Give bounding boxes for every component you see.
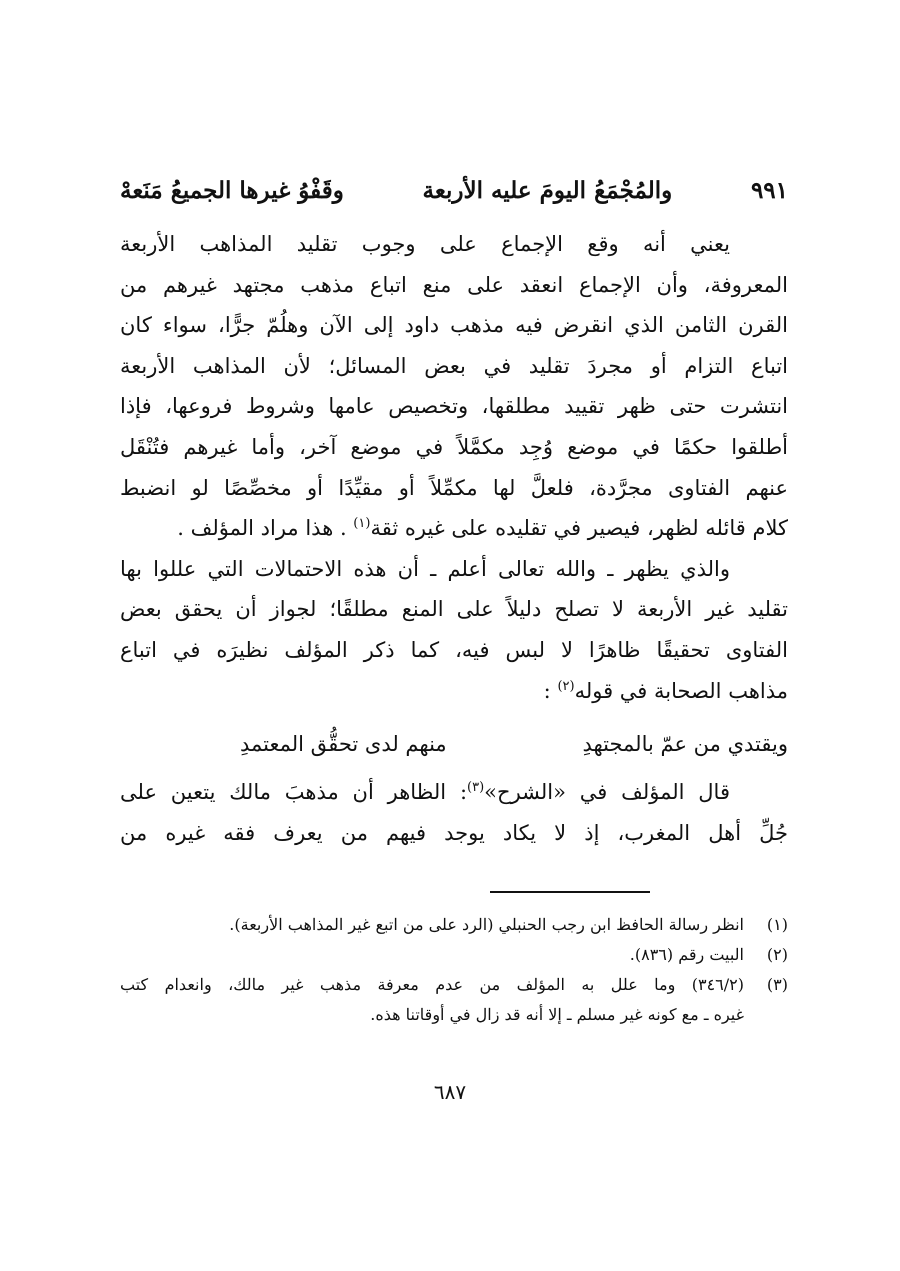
footnote-ref-2[interactable]: (٢) — [557, 678, 575, 694]
text-line: انتشرت حتى ظهر تقييد مطلقها، وتخصيص عامها وشروط فروعها، فإذا — [120, 394, 788, 419]
footnote-text: البيت رقم (٨٣٦). — [629, 945, 744, 964]
page-number: ٦٨٧ — [433, 1080, 467, 1104]
text-line — [120, 508, 788, 549]
verse-heading — [120, 166, 788, 216]
text-line — [120, 772, 788, 813]
footnote — [120, 910, 788, 940]
text-segment: قال المؤلف في «الشرح» — [484, 780, 730, 804]
verse-hemistich-1: والمُجْمَعُ اليومَ عليه الأربعة — [422, 177, 673, 204]
text-segment: : — [543, 678, 558, 703]
commentary-paragraph-1 — [120, 224, 788, 711]
footnote-ref-3[interactable]: (٣) — [467, 780, 485, 795]
text-line: تقليد غير الأربعة لا تصلح دليلاً على المنع مطلقًا؛ لجواز أن يحقق بعض — [120, 597, 788, 622]
text-line: أطلقوا حكمًا في موضع وُجِد مكمَّلاً في موضع آخر، وأما غيرهم فتُنْقَل — [120, 434, 788, 459]
footnote-text: انظر رسالة الحافظ ابن رجب الحنبلي (الرد على من اتبع غير المذاهب الأربعة). — [229, 915, 744, 934]
footnote-ref-1[interactable]: (١) — [353, 516, 371, 532]
text-segment: . هذا مراد المؤلف . — [177, 516, 354, 541]
verse-number: ٩٩١ — [750, 177, 788, 204]
text-line: اتباع التزام أو مجردَ تقليد في بعض المسائل؛ لأن المذاهب الأربعة — [120, 353, 788, 378]
footnote — [120, 970, 788, 1000]
text-line: عنهم الفتاوى مجرَّدة، فلعلَّ لها مكمِّلاً أو مقيِّدًا أو مخصِّصًا لو انضبط — [120, 475, 788, 500]
footnotes — [120, 910, 788, 1030]
text-segment: كلام قائله لظهر، فيصير في تقليده على غيره ثقة — [370, 516, 788, 541]
text-line: الفتاوى تحقيقًا ظاهرًا لا لبس فيه، كما ذكر المؤلف نظيرَه في اتباع — [120, 637, 788, 662]
text-line: يعني أنه وقع الإجماع على وجوب تقليد المذاهب الأربعة — [120, 232, 730, 256]
text-line — [120, 671, 788, 712]
footnote-number: (٢) — [766, 945, 788, 964]
text-line: جُلِّ أهل المغرب، إذ لا يكاد يوجد فيهم من يعرف فقه غيره من — [120, 820, 788, 845]
text-line: القرن الثامن الذي انقرض فيه مذهب داود إلى الآن وهلُمّ جرًّا، سواء كان — [120, 313, 788, 338]
footnote-number: (٣) — [766, 975, 788, 994]
footnote-text: (٣٤٦/٢) وما علل به المؤلف من عدم معرفة مذهب غير مالك، وانعدام كتب — [120, 975, 744, 994]
text-line: والذي يظهر ـ والله تعالى أعلم ـ أن هذه الاحتمالات التي عللوا بها — [120, 556, 730, 581]
verse-hemistich-2: وقَفْوُ غيرها الجميعُ مَنَعهْ — [120, 177, 344, 204]
footnote-number: (١) — [766, 915, 788, 934]
text-segment: : الظاهر أن مذهبَ مالك يتعين على — [120, 780, 468, 804]
footnote-continuation: غيره ـ مع كونه غير مسلم ـ إلا أنه قد زال في أوقاتنا هذه. — [370, 1005, 744, 1024]
text-segment: مذاهب الصحابة في قوله — [574, 678, 788, 703]
commentary-paragraph-3 — [120, 772, 788, 853]
footnote-separator — [490, 891, 650, 893]
poem-hemistich-1: ويقتدي من عمّ بالمجتهدِ — [582, 732, 788, 756]
footnote — [120, 940, 788, 970]
poem-hemistich-2: منهم لدى تحقُّق المعتمدِ — [240, 732, 447, 756]
text-line: المعروفة، وأن الإجماع انعقد على منع اتباع مذهب مجتهد غيرهم من — [120, 272, 788, 297]
poem-verse — [240, 722, 788, 766]
